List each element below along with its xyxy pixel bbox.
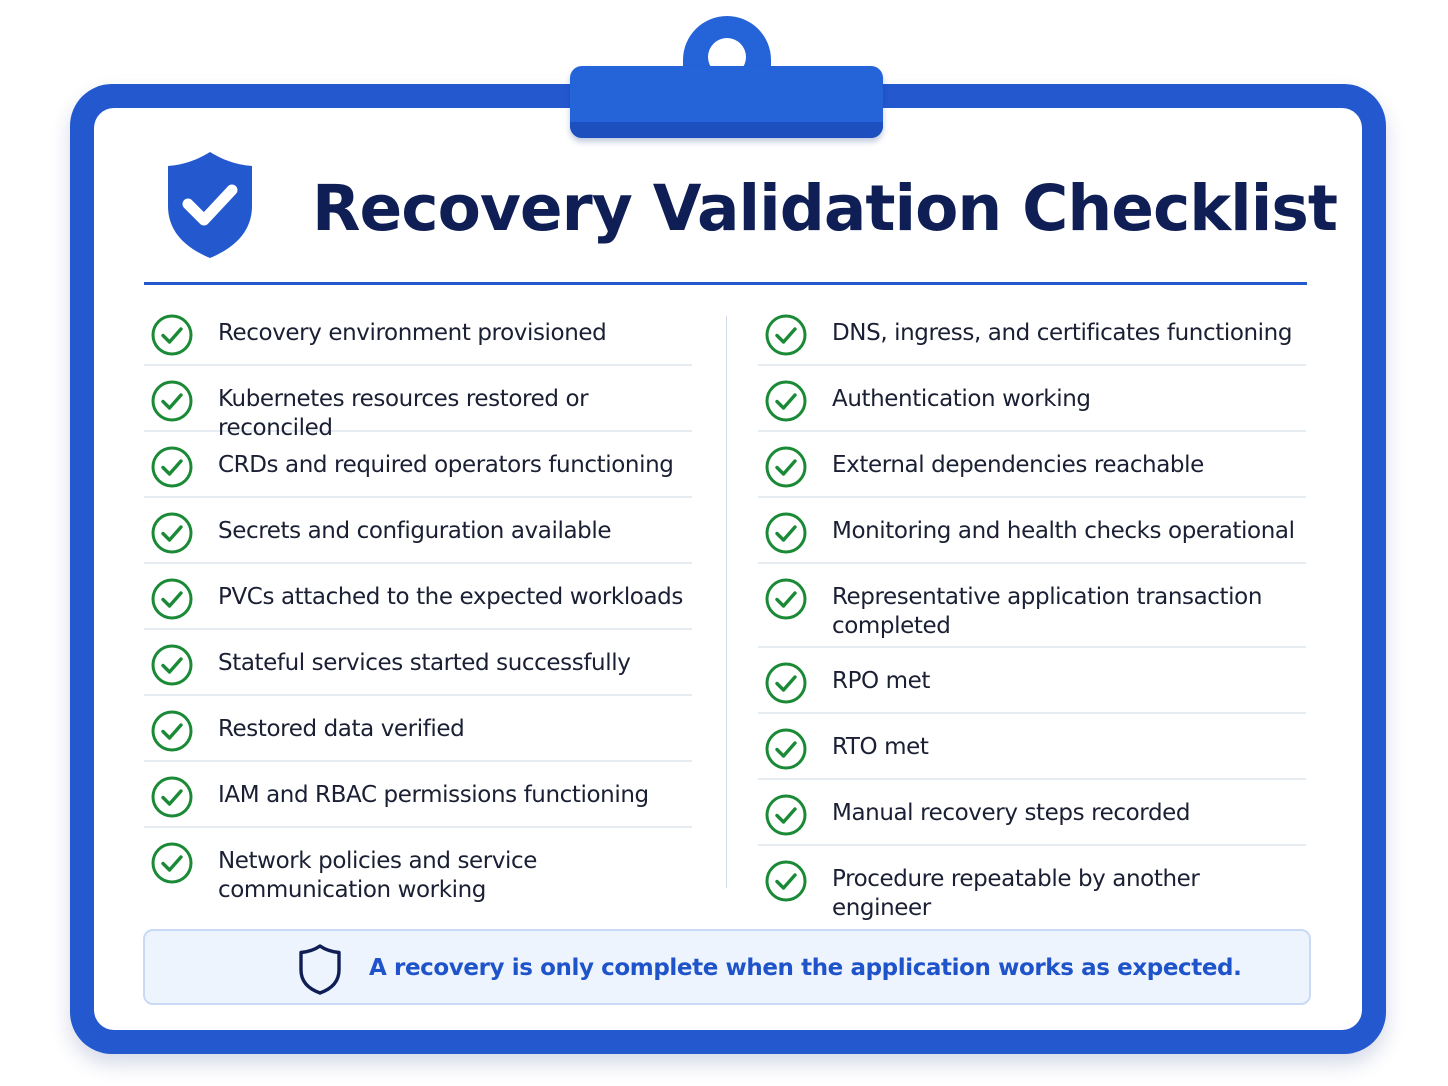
check-circle-icon bbox=[764, 445, 808, 489]
check-circle-icon bbox=[150, 643, 194, 687]
clipboard-clip bbox=[570, 66, 883, 138]
checklist-item-label: RTO met bbox=[832, 734, 929, 760]
check-circle-icon bbox=[150, 709, 194, 753]
check-circle-icon bbox=[150, 841, 194, 885]
checklist-item-label: Recovery environment provisioned bbox=[218, 320, 607, 346]
checklist-item-label: Stateful services started successfully bbox=[218, 650, 631, 676]
checklist-item-label: Authentication working bbox=[832, 386, 1091, 412]
check-circle-icon bbox=[764, 859, 808, 903]
check-circle-icon bbox=[150, 577, 194, 621]
checklist-item bbox=[758, 846, 1306, 921]
checklist-item-label: Procedure repeatable by another engineer bbox=[832, 866, 1200, 921]
check-circle-icon bbox=[150, 379, 194, 423]
check-circle-icon bbox=[150, 313, 194, 357]
checklist-item bbox=[758, 432, 1306, 498]
checklist-item-label: Network policies and service communication working bbox=[218, 848, 538, 903]
checklist-item bbox=[144, 762, 692, 828]
page-title: Recovery Validation Checklist bbox=[312, 172, 1337, 245]
check-circle-icon bbox=[150, 445, 194, 489]
footer-message: A recovery is only complete when the application works as expected. bbox=[369, 955, 1242, 981]
checklist-item-label: Manual recovery steps recorded bbox=[832, 800, 1191, 826]
checklist-item-label: Restored data verified bbox=[218, 716, 465, 742]
checklist-item bbox=[144, 630, 692, 696]
checklist-item-label: CRDs and required operators functioning bbox=[218, 452, 674, 478]
check-circle-icon bbox=[150, 775, 194, 819]
check-circle-icon bbox=[764, 379, 808, 423]
checklist-right-column bbox=[758, 300, 1306, 921]
shield-check-icon bbox=[164, 150, 256, 260]
checklist-item bbox=[758, 564, 1306, 648]
check-circle-icon bbox=[150, 511, 194, 555]
checklist-item bbox=[758, 366, 1306, 432]
checklist-item bbox=[144, 366, 692, 441]
checklist-item bbox=[758, 780, 1306, 846]
checklist-item bbox=[758, 714, 1306, 780]
checklist-item-label: Secrets and configuration available bbox=[218, 518, 612, 544]
check-circle-icon bbox=[764, 661, 808, 705]
checklist-item bbox=[144, 498, 692, 564]
checklist-item bbox=[758, 300, 1306, 366]
check-circle-icon bbox=[764, 313, 808, 357]
check-circle-icon bbox=[764, 793, 808, 837]
checklist-item bbox=[144, 696, 692, 762]
checklist-item-label: Representative application transaction completed bbox=[832, 584, 1263, 639]
checklist-item bbox=[144, 432, 692, 498]
title-divider bbox=[144, 282, 1307, 285]
checklist-item-label: PVCs attached to the expected workloads bbox=[218, 584, 683, 610]
check-circle-icon bbox=[764, 511, 808, 555]
checklist-item-label: Monitoring and health checks operational bbox=[832, 518, 1295, 544]
check-circle-icon bbox=[764, 727, 808, 771]
shield-outline-icon bbox=[297, 943, 343, 995]
checklist-item bbox=[758, 498, 1306, 564]
checklist-item-label: Kubernetes resources restored or reconciled bbox=[218, 386, 589, 441]
checklist-item-label: RPO met bbox=[832, 668, 931, 694]
checklist-left-column bbox=[144, 300, 692, 912]
checklist-item-label: IAM and RBAC permissions functioning bbox=[218, 782, 649, 808]
check-circle-icon bbox=[764, 577, 808, 621]
checklist-item-label: External dependencies reachable bbox=[832, 452, 1204, 478]
checklist-item bbox=[144, 300, 692, 366]
checklist-item bbox=[144, 564, 692, 630]
checklist-item bbox=[144, 828, 692, 912]
checklist-item bbox=[758, 648, 1306, 714]
column-divider bbox=[726, 316, 727, 888]
footer-callout bbox=[143, 929, 1311, 1005]
checklist-item-label: DNS, ingress, and certificates functioning bbox=[832, 320, 1293, 346]
